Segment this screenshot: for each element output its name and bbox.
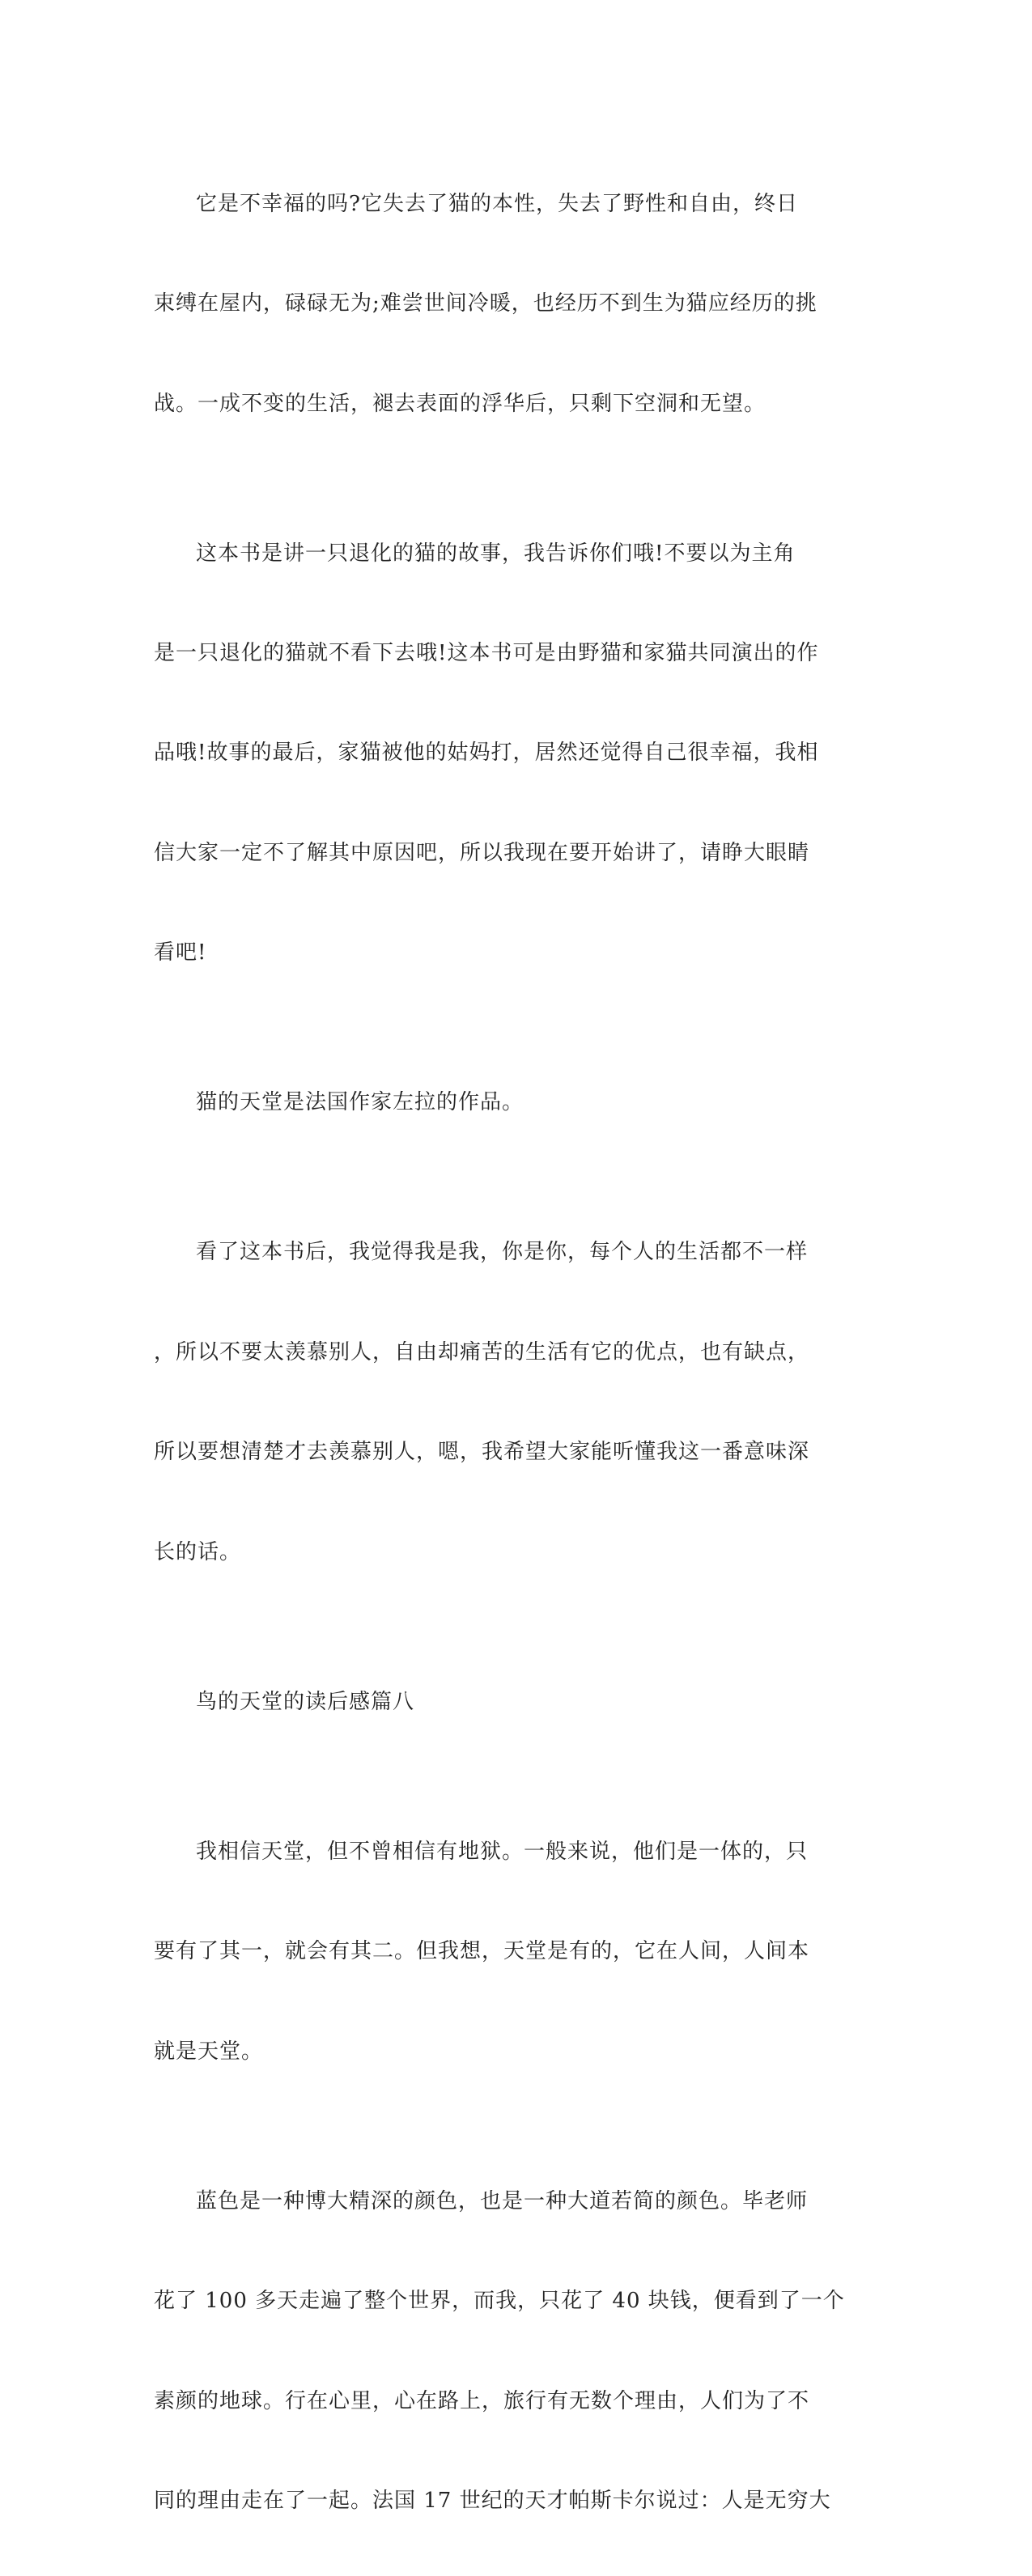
document-body xyxy=(154,129,874,2576)
text-line: 信大家一定不了解其中原因吧，所以我现在要开始讲了，请睁大眼睛 xyxy=(154,840,810,865)
paragraph-6 xyxy=(154,1777,874,2127)
section-heading xyxy=(154,1628,874,1777)
text-line: 素颜的地球。行在心里，心在路上，旅行有无数个理由，人们为了不 xyxy=(154,2388,810,2413)
paragraph-1 xyxy=(154,129,874,479)
text-line: 品哦!故事的最后，家猫被他的姑妈打，居然还觉得自己很幸福，我相 xyxy=(154,741,819,766)
paragraph-2 xyxy=(154,479,874,1029)
text-line: 战。一成不变的生活，褪去表面的浮华后，只剩下空洞和无望。 xyxy=(154,391,767,416)
text-line: 这本书是讲一只退化的猫的故事，我告诉你们哦!不要以为主角 xyxy=(196,541,796,566)
text-line: 我相信天堂，但不曾相信有地狱。一般来说，他们是一体的，只 xyxy=(196,1839,809,1864)
paragraph-3 xyxy=(154,1029,874,1178)
text-line: 长的话。 xyxy=(154,1539,242,1564)
text-line: 猫的天堂是法国作家左拉的作品。 xyxy=(196,1090,524,1115)
text-line: 就是天堂。 xyxy=(154,2039,264,2064)
text-line: 看了这本书后，我觉得我是我，你是你，每个人的生活都不一样 xyxy=(196,1240,809,1265)
text-line: ，所以不要太羡慕别人，自由却痛苦的生活有它的优点，也有缺点， xyxy=(154,1339,810,1364)
paragraph-4 xyxy=(154,1178,874,1628)
text-line: 所以要想清楚才去羡慕别人，嗯，我希望大家能听懂我这一番意味深 xyxy=(154,1440,810,1465)
text-line: 同的理由走在了一起。法国 17 世纪的天才帕斯卡尔说过：人是无穷大 xyxy=(154,2489,831,2514)
text-line: 束缚在屋内，碌碌无为;难尝世间冷暖，也经历不到生为猫应经历的挑 xyxy=(154,291,818,316)
text-line: 蓝色是一种博大精深的颜色，也是一种大道若简的颜色。毕老师 xyxy=(196,2188,809,2213)
text-line: 要有了其一，就会有其二。但我想，天堂是有的，它在人间，人间本 xyxy=(154,1939,810,1964)
text-line: 花了 100 多天走遍了整个世界，而我，只花了 40 块钱，便看到了一个 xyxy=(154,2289,845,2314)
paragraph-7 xyxy=(154,2127,874,2576)
heading-text: 鸟的天堂的读后感篇八 xyxy=(196,1689,415,1714)
text-line: 它是不幸福的吗?它失去了猫的本性，失去了野性和自由，终日 xyxy=(196,191,798,216)
text-line: 是一只退化的猫就不看下去哦!这本书可是由野猫和家猫共同演出的作 xyxy=(154,641,819,666)
text-line: 看吧! xyxy=(154,940,207,965)
